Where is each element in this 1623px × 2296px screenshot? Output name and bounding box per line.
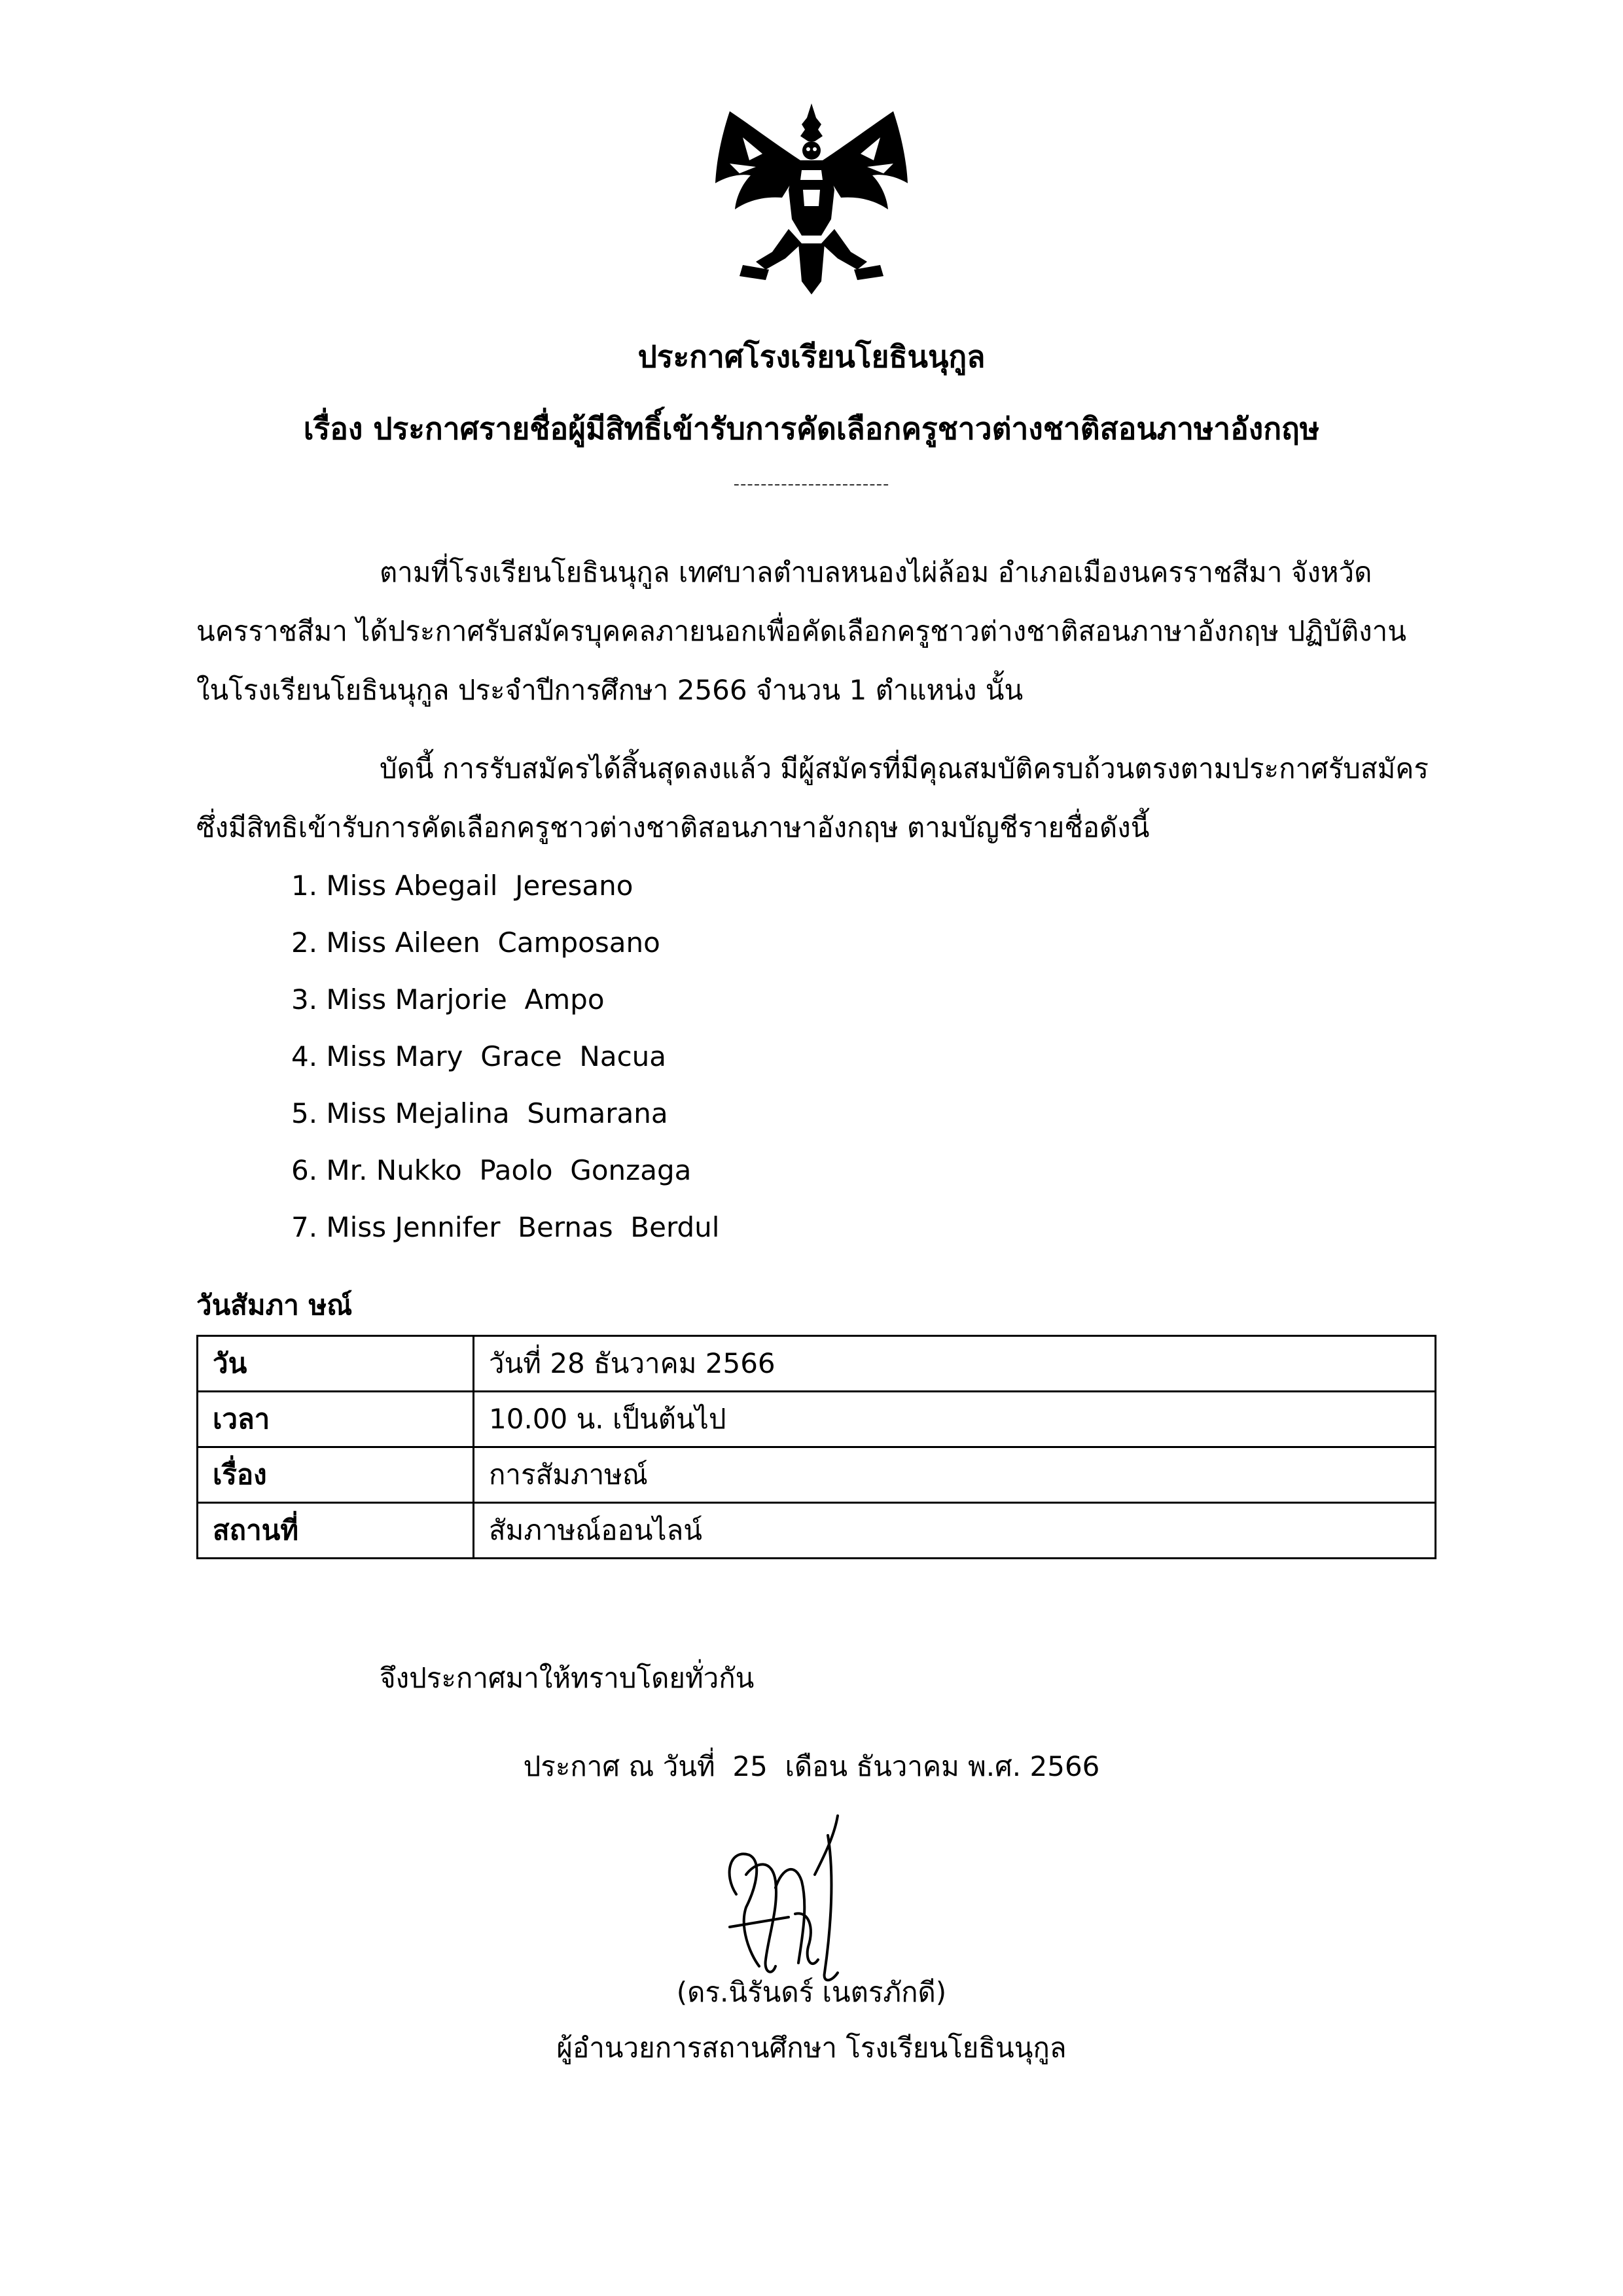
table-cell-value: สัมภาษณ์ออนไลน์ — [474, 1503, 1436, 1559]
interview-schedule-title: วันสัมภา ษณ์ — [196, 1289, 353, 1321]
table-cell-value: การสัมภาษณ์ — [474, 1447, 1436, 1503]
table-cell-value: วันที่ 28 ธันวาคม 2566 — [474, 1336, 1436, 1392]
announcement-date: ประกาศ ณ วันที่ 25 เดือน ธันวาคม พ.ศ. 2566 — [523, 1750, 1100, 1782]
signer-position: ผู้อำนวยการสถานศึกษา โรงเรียนโยธินนุกูล — [556, 2032, 1067, 2064]
interview-schedule-table — [196, 1335, 1436, 1559]
title-separator: ----------------------- — [733, 474, 890, 494]
table-cell-label: วัน — [198, 1336, 474, 1392]
list-item: 4. Miss Mary Grace Nacua — [291, 1040, 667, 1072]
table-cell-value: 10.00 น. เป็นต้นไป — [474, 1392, 1436, 1447]
table-row — [198, 1503, 1436, 1559]
table-cell-label: เวลา — [198, 1392, 474, 1447]
garuda-emblem-icon — [704, 98, 919, 301]
paragraph-intro — [196, 543, 1436, 720]
list-item: 6. Mr. Nukko Paolo Gonzaga — [291, 1154, 692, 1186]
list-item: 7. Miss Jennifer Bernas Berdul — [291, 1211, 720, 1243]
paragraph-result-text: บัดนี้ การรับสมัครได้สิ้นสุดลงแล้ว มีผู้สมัครที่มีคุณสมบัติครบถ้วนตรงตามประกาศรับสมัครซึ่งมีสิทธิเข้ารับการคัดเลือกครูชาวต่างชาติสอนภาษาอังกฤษ ตามบัญชีรายชื่อดังนี้ — [196, 752, 1429, 843]
closing-statement: จึงประกาศมาให้ทราบโดยทั่วกัน — [380, 1662, 755, 1694]
announcement-title: ประกาศโรงเรียนโยธินนุกูล — [637, 339, 986, 374]
list-item: 1. Miss Abegail Jeresano — [291, 870, 633, 902]
table-cell-label: เรื่อง — [198, 1447, 474, 1503]
table-row — [198, 1447, 1436, 1503]
announcement-subject: เรื่อง ประกาศรายชื่อผู้มีสิทธิ์เข้ารับการคัดเลือกครูชาวต่างชาติสอนภาษาอังกฤษ — [303, 411, 1320, 446]
signer-name: (ดร.นิรันดร์ เนตรภักดี) — [676, 1976, 947, 2008]
table-row — [198, 1336, 1436, 1392]
paragraph-intro-text: ตามที่โรงเรียนโยธินนุกูล เทศบาลตำบลหนองไผ่ล้อม อำเภอเมืองนครราชสีมา จังหวัดนครราชสีมา ได้ประกาศรับสมัครบุคคลภายนอกเพื่อคัดเลือกครูชาวต่างชาติสอนภาษาอังกฤษ ปฏิบัติงานในโรงเรียนโยธินนุกูล ประจำปีการศึกษา 2566 จำนวน 1 ตำแหน่ง นั้น — [196, 556, 1406, 706]
list-item: 2. Miss Aileen Camposano — [291, 927, 660, 959]
list-item: 5. Miss Mejalina Sumarana — [291, 1097, 668, 1129]
list-item: 3. Miss Marjorie Ampo — [291, 983, 605, 1016]
paragraph-result — [196, 739, 1436, 857]
table-cell-label: สถานที่ — [198, 1503, 474, 1559]
table-row — [198, 1392, 1436, 1447]
signature-image — [710, 1796, 880, 1986]
candidate-list — [291, 857, 719, 1256]
